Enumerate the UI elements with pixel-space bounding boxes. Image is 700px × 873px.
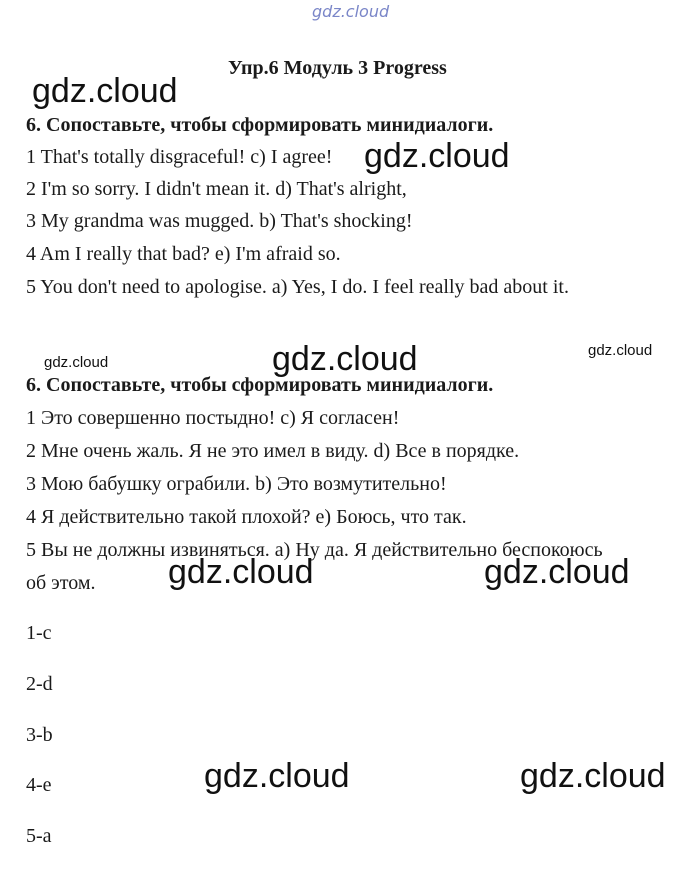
page-title: Упр.6 Модуль 3 Progress <box>228 57 447 79</box>
answer-item: 3-b <box>26 724 53 746</box>
english-line: 5 You don't need to apologise. a) Yes, I do. I feel really bad about it. <box>26 276 569 298</box>
header-watermark: gdz.cloud <box>312 2 390 21</box>
watermark: gdz.cloud <box>364 137 510 175</box>
answer-item: 2-d <box>26 673 53 695</box>
english-line: 4 Am I really that bad? e) I'm afraid so. <box>26 243 341 265</box>
answer-item: 1-c <box>26 622 52 644</box>
watermark: gdz.cloud <box>484 553 630 591</box>
watermark: gdz.cloud <box>588 342 653 359</box>
russian-line: 1 Это совершенно постыдно! с) Я согласен! <box>26 407 400 429</box>
task-heading-english: 6. Сопоставьте, чтобы сформировать минидиалоги. <box>26 114 494 136</box>
english-line: 3 My grandma was mugged. b) That's shocking! <box>26 210 413 232</box>
english-line: 1 That's totally disgraceful! c) I agree! <box>26 146 333 168</box>
russian-line: 2 Мне очень жаль. Я не это имел в виду. d) Все в порядке. <box>26 440 520 462</box>
watermark: gdz.cloud <box>44 354 109 371</box>
english-line: 2 I'm so sorry. I didn't mean it. d) That's alright, <box>26 178 407 200</box>
answer-item: 5-a <box>26 825 52 847</box>
watermark: gdz.cloud <box>520 757 666 795</box>
answer-item: 4-e <box>26 774 52 796</box>
watermark: gdz.cloud <box>204 757 350 795</box>
watermark: gdz.cloud <box>32 72 178 110</box>
russian-line: 3 Мою бабушку ограбили. b) Это возмутительно! <box>26 473 447 495</box>
russian-line: 4 Я действительно такой плохой? е) Боюсь, что так. <box>26 506 467 528</box>
russian-line: 5 Вы не должны извиняться. а) Ну да. Я действительно беспокоюсь <box>26 539 603 561</box>
watermark: gdz.cloud <box>168 553 314 591</box>
russian-line: об этом. <box>26 572 96 594</box>
watermark: gdz.cloud <box>272 340 418 378</box>
task-heading-russian: 6. Сопоставьте, чтобы сформировать минидиалоги. <box>26 374 494 396</box>
